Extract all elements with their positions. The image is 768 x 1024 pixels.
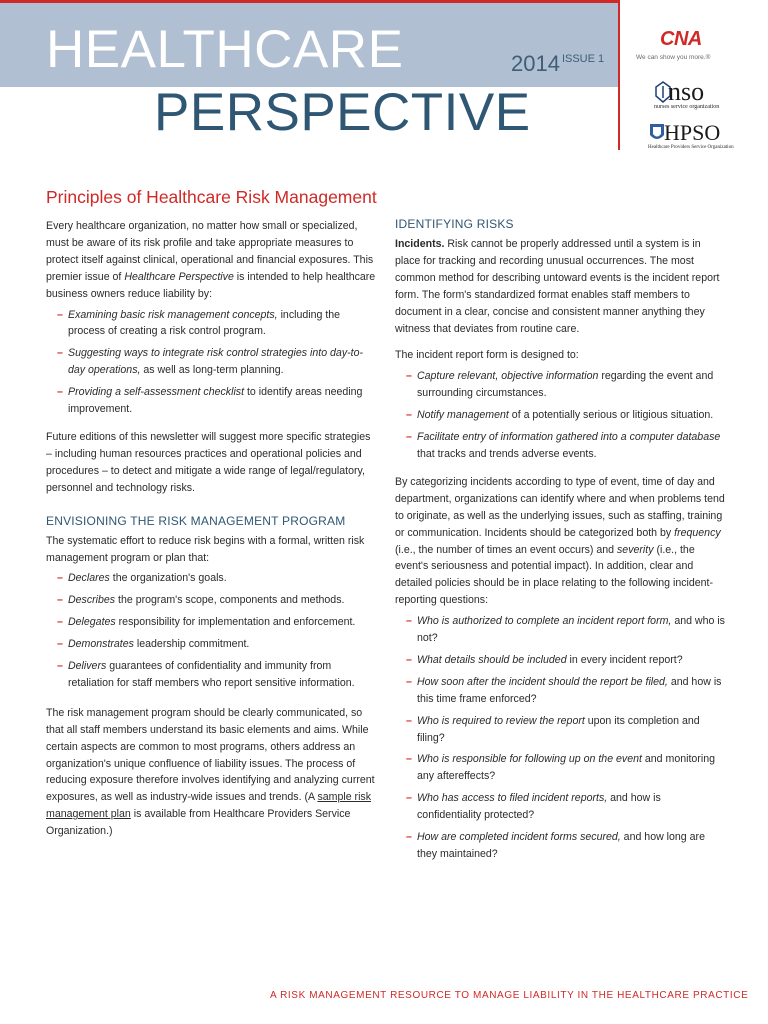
list-item [46,592,378,609]
bullet-text: upon its completion and filing? [417,714,700,744]
masthead-title-line2: PERSPECTIVE [154,83,531,142]
bullet-text: leadership commitment. [133,638,250,651]
list-item [395,368,726,402]
bullet-emphasis: Who is responsible for following up on the event [417,753,642,766]
issue-label [511,51,604,77]
masthead-title-line1: HEALTHCARE [46,20,404,79]
bullet-emphasis: Delegates [68,616,116,629]
categorize-text-c: (i.e., the event's seriousness and potential impact). In addition, clear and detailed policies should be in place relating to the following incident-reporting questions: [395,543,714,607]
categorize-severity: severity [617,543,654,556]
bullet-text: as well as long-term planning. [140,364,284,377]
bullet-text: the program's scope, components and methods. [115,594,345,607]
nso-logo-subtitle: nurses service organization [654,104,720,110]
list-item [46,614,378,631]
categorize-paragraph [395,474,726,609]
bullet-text: and who is not? [417,615,725,645]
questions-bullet-list [395,613,726,863]
cna-logo[interactable]: CNA [660,28,702,50]
list-item [46,636,378,653]
program-closing-paragraph [46,705,378,840]
left-column [46,218,378,840]
incidents-lead: Incidents. [395,238,445,250]
intro-text-b: is intended to help healthcare business owners reduce liability by: [46,270,376,300]
sample-plan-link[interactable]: sample risk management plan [46,791,372,821]
list-item [395,829,726,863]
closing-text-b: is available from Healthcare Providers Service Organization.) [46,808,351,838]
cna-tagline: We can show you more.® [636,54,711,61]
list-item [395,713,726,747]
header-red-divider [618,0,620,150]
list-item [46,345,378,379]
bullet-emphasis: Examining basic risk management concepts, [68,308,278,321]
bullet-text: regarding the event and surrounding circumstances. [417,370,714,400]
form-bullet-list [395,368,726,463]
incidents-text: Risk cannot be properly addressed until a system is in place for tracking and recording unusual occurrences. The most common method for describing untoward events is the incident report form. The form's standardized format enables staff members to document in a clear, concise and consistent manner anything they witness that deviates from routine care. [395,238,720,335]
right-column [395,216,726,868]
bullet-emphasis: How soon after the incident should the report be filed, [417,675,668,688]
bullet-emphasis: Delivers [68,660,107,673]
list-item [395,407,726,424]
bullet-text: to identify areas needing improvement. [68,386,363,416]
list-item [395,751,726,785]
bullet-text: including the process of creating a risk control program. [68,308,341,338]
list-item [46,658,378,692]
bullet-emphasis: Describes [68,594,116,607]
future-editions-paragraph: Future editions of this newsletter will suggest more specific strategies – including human resources practices and operational policies and procedures – to detect and mitigate a wide range of legal/regulatory, personnel and technology risks. [46,430,371,494]
categorize-frequency: frequency [674,526,721,539]
bullet-emphasis: How are completed incident forms secured, [417,831,621,844]
bullet-emphasis: Who is required to review the report [417,714,585,727]
bullet-emphasis: Declares [68,572,110,585]
program-section-heading: ENVISIONING THE RISK MANAGEMENT PROGRAM [46,513,346,528]
program-intro-paragraph: The systematic effort to reduce risk begins with a formal, written risk management program or plan that: [46,534,365,564]
list-item [395,674,726,708]
categorize-text-b: (i.e., the number of times an event occurs) and [395,543,617,556]
list-item [395,429,726,463]
intro-text-a: Every healthcare organization, no matter how small or specialized, must be aware of its risk profile and take appropriate measures to protect itself against clinical, operational and financial exposures. This premier issue of [46,220,374,283]
form-intro-paragraph: The incident report form is designed to: [395,349,579,362]
bullet-text: that tracks and trends adverse events. [417,447,597,460]
program-bullet-list [46,570,378,691]
hpso-logo[interactable] [648,121,748,155]
hpso-logo-text: HPSO [664,120,721,145]
list-item [395,652,726,669]
intro-bullet-list [46,307,378,418]
bullet-emphasis: What details should be included [417,653,567,666]
list-item [46,307,378,341]
bullet-emphasis: Who is authorized to complete an incident report form, [417,615,672,628]
bullet-text: the organization's goals. [109,572,227,585]
list-item [46,570,378,587]
header-red-rule [0,0,618,3]
hpso-logo-subtitle: Healthcare Providers Service Organization [648,145,734,150]
footer-tagline: A RISK MANAGEMENT RESOURCE TO MANAGE LIABILITY IN THE HEALTHCARE PRACTICE [270,990,749,1001]
intro-paragraph [46,218,378,303]
bullet-text: responsibility for implementation and enforcement. [115,616,356,629]
bullet-text: and how is confidentiality protected? [417,792,661,822]
bullet-emphasis: Demonstrates [68,638,134,651]
incidents-paragraph [395,236,726,337]
identifying-section-heading: IDENTIFYING RISKS [395,217,514,231]
bullet-emphasis: Providing a self-assessment checklist [68,386,245,399]
list-item [395,613,726,647]
categorize-text-a: By categorizing incidents according to type of event, time of day and department, organizations can identify where and when problems tend to originate, as well as the underlying issues, such as staffing, training or communication. Incidents should be categorized both by [395,475,725,539]
bullet-text: of a potentially serious or litigious situation. [508,409,714,422]
nso-logo-text: nso [668,77,705,106]
issue-number: ISSUE 1 [561,53,605,65]
bullet-emphasis: Notify management [417,409,509,422]
intro-publication-name: Healthcare Perspective [124,270,234,283]
bullet-emphasis: Capture relevant, objective information [417,370,599,383]
article-headline: Principles of Healthcare Risk Management [46,187,377,207]
bullet-text: and how long are they maintained? [417,831,705,860]
bullet-emphasis: Facilitate entry of information gathered into a computer database [417,431,721,444]
bullet-text: in every incident report? [566,653,683,666]
bullet-emphasis: Who has access to filed incident reports, [417,792,608,805]
bullet-emphasis: Suggesting ways to integrate risk control strategies into day-to-day operations, [68,347,364,377]
list-item [395,790,726,824]
bullet-text: and monitoring any aftereffects? [417,753,715,783]
closing-text-a: The risk management program should be clearly communicated, so that all staff members understand its basic elements and aims. While certain aspects are common to most programs, others address an organization's unique confluence of liability issues. The process of reducing exposure therefore involves identifying and analyzing current exposures, as well as industry-wide issues and trends. (A [46,706,375,804]
list-item [46,384,378,418]
issue-year: 2014 [511,51,560,76]
nso-logo[interactable] [654,79,744,113]
bullet-text: guarantees of confidentiality and immunity from retaliation for staff members who report sensitive information. [68,660,355,689]
bullet-text: and how is this time frame enforced? [417,675,722,705]
